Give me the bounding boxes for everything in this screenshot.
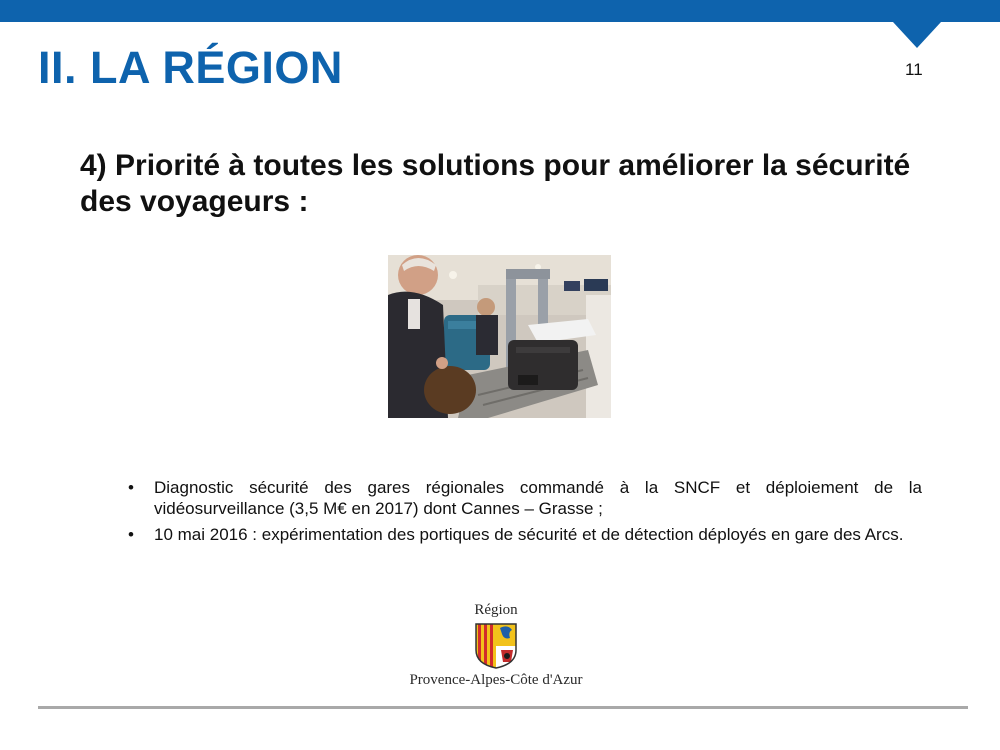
region-logo bbox=[400, 602, 592, 692]
coat-of-arms-icon bbox=[474, 622, 518, 670]
security-check-photo bbox=[388, 255, 611, 418]
slide-heading: 4) Priorité à toutes les solutions pour améliorer la sécurité des voyageurs : bbox=[80, 149, 911, 218]
logo-top-text: Région bbox=[474, 602, 518, 618]
section-title: II. LA RÉGION bbox=[38, 42, 343, 93]
top-banner bbox=[0, 0, 1000, 22]
bullet-icon: • bbox=[128, 478, 134, 497]
bullet-text: Diagnostic sécurité des gares régionales commandé à la SNCF et déploiement de la vidéosurveillance (3,5 M€ en 2017) dont Cannes – Grasse ; bbox=[154, 478, 922, 518]
page-number: 11 bbox=[905, 60, 923, 79]
bullet-item bbox=[128, 477, 922, 519]
bullet-list bbox=[128, 477, 922, 550]
bullet-icon: • bbox=[128, 525, 134, 544]
logo-bottom-text: Provence-Alpes-Côte d'Azur bbox=[409, 672, 583, 688]
banner-notch bbox=[893, 22, 941, 48]
bullet-item bbox=[128, 524, 922, 545]
footer-divider bbox=[38, 706, 968, 709]
bullet-text: 10 mai 2016 : expérimentation des portiques de sécurité et de détection déployés en gare des Arcs. bbox=[154, 525, 904, 544]
